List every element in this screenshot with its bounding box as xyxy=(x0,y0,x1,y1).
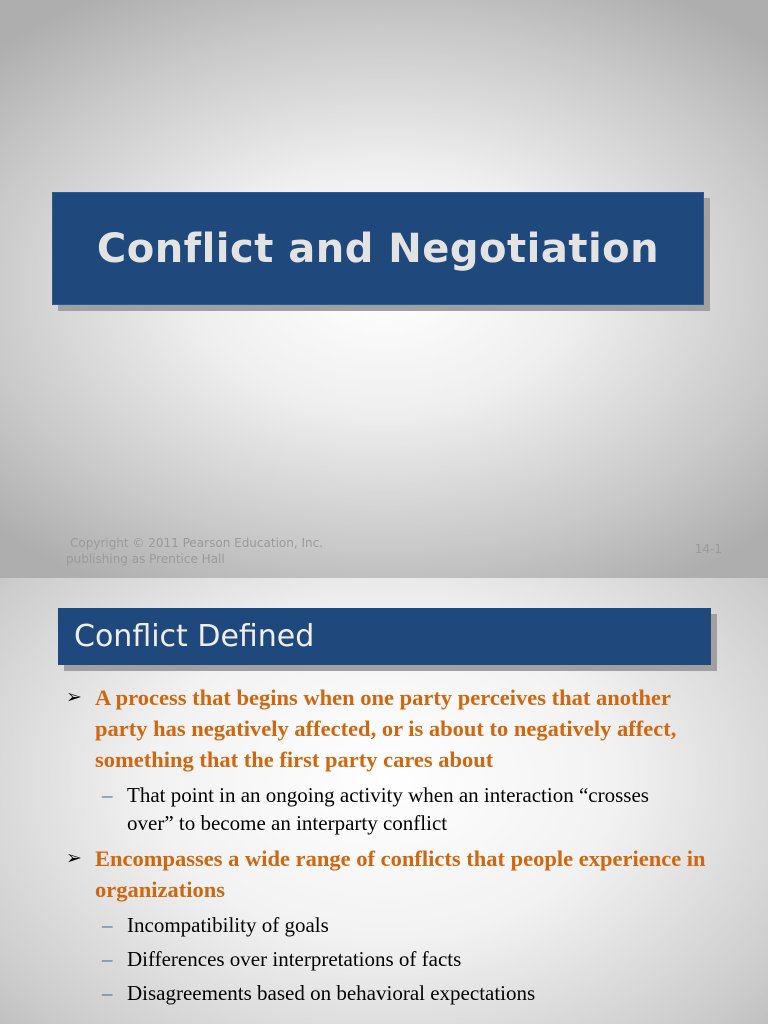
bullet-text: Encompasses a wide range of conflicts that people experience in organizations xyxy=(95,846,706,902)
bullet-item xyxy=(0,682,768,775)
slide-title: Conflict Defined xyxy=(74,619,315,654)
sub-bullet-text: Disagreements based on behavioral expectations xyxy=(127,981,536,1005)
slide-2 xyxy=(0,578,768,1024)
sub-bullet-text: Differences over interpretations of facts xyxy=(127,947,462,971)
dash-bullet-icon: – xyxy=(102,947,113,971)
dash-bullet-icon: – xyxy=(102,783,113,807)
publisher-line: publishing as Prentice Hall xyxy=(66,552,225,566)
dash-bullet-icon: – xyxy=(102,913,113,937)
title-bar xyxy=(52,192,704,305)
bullet-item xyxy=(0,843,768,905)
title-bar xyxy=(58,608,711,665)
dash-bullet-icon: – xyxy=(102,981,113,1005)
arrow-bullet-icon: ➢ xyxy=(66,686,82,708)
sub-bullet-item xyxy=(0,911,768,939)
arrow-bullet-icon: ➢ xyxy=(66,847,82,869)
sub-bullet-text: That point in an ongoing activity when an interaction “crosses over” to become an interparty conflict xyxy=(127,783,649,835)
slide-title: Conflict and Negotiation xyxy=(96,225,660,272)
sub-bullet-item xyxy=(0,945,768,973)
bullet-text: A process that begins when one party perceives that another party has negatively affected, or is about to negatively affect, something that the first party cares about xyxy=(95,685,677,772)
copyright-line: Copyright © 2011 Pearson Education, Inc. xyxy=(70,536,324,550)
sub-bullet-text: Incompatibility of goals xyxy=(127,913,329,937)
sub-bullet-item xyxy=(0,781,768,837)
copyright-notice xyxy=(66,535,323,567)
bullet-list xyxy=(0,682,768,1013)
slide-number: 14-1 xyxy=(694,542,722,556)
sub-bullet-item xyxy=(0,979,768,1007)
